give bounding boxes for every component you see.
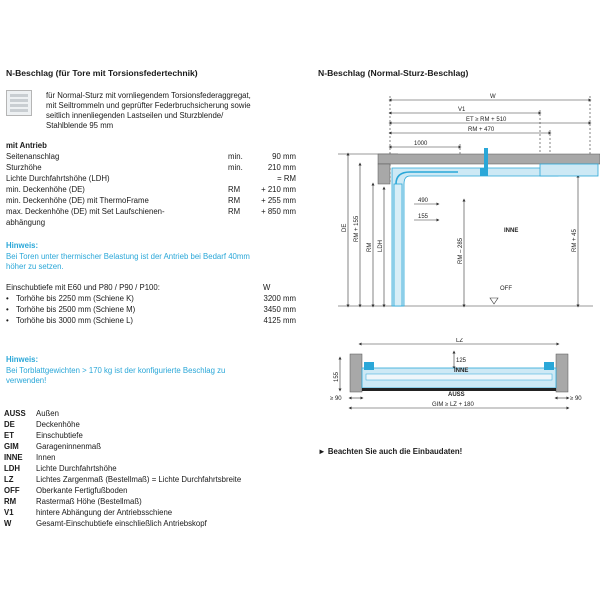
drum-left (364, 362, 374, 370)
spec-row: Seitenanschlag min. 90 mm (6, 152, 296, 161)
hint-text: Bei Torblattgewichten > 170 kg ist der konfigurierte Beschlag zu verwenden! (6, 366, 226, 385)
torsion-shaft (484, 148, 488, 170)
spec-row: Sturzhöhe min. 210 mm (6, 163, 296, 172)
label-ge90-right: ≥ 90 (570, 396, 582, 402)
label-inne: INNE (504, 228, 519, 234)
spec-row: min. Deckenhöhe (DE) mit ThermoFrame RM + 255 mm (6, 196, 296, 205)
label-w: W (490, 94, 496, 100)
label-rm470: RM + 470 (468, 127, 495, 133)
door-icon (6, 90, 32, 116)
wall-left (350, 354, 362, 392)
floor-symbol (490, 298, 498, 304)
intro-text: für Normal-Sturz mit vornliegendem Torsionsfederaggregat, mit Seiltrommeln und geprüfter Federbruchsicherung sowie seitlich innenliegenden Lastseilen und Sturzblende/ Stahlblende 95 mm (46, 91, 251, 130)
einschub-row: • Torhöhe bis 3000 mm (Schiene L) 4125 mm (6, 316, 296, 325)
label-v1: V1 (458, 107, 466, 113)
einschub-header: Einschubtiefe mit E60 und P80 / P90 / P100: W (6, 283, 271, 292)
einschub-row: • Torhöhe bis 2250 mm (Schiene K) 3200 mm (6, 294, 296, 303)
label-1000: 1000 (414, 141, 428, 147)
installation-note: ► Beachten Sie auch die Einbaudaten! (318, 447, 463, 456)
antrieb-heading: mit Antrieb (6, 141, 47, 150)
label-490: 490 (418, 198, 429, 204)
spec-row: max. Deckenhöhe (DE) mit Set Laufschienen- RM + 850 mm (6, 207, 296, 216)
label-et: ET ≥ RM + 510 (466, 117, 507, 123)
top-view-drawing (328, 338, 590, 414)
section-title: N-Beschlag (für Tore mit Torsionsfedertechnik) (6, 68, 198, 78)
label-rm: RM (367, 242, 373, 252)
label-ge90-left: ≥ 90 (330, 396, 342, 402)
label-de: DE (342, 223, 348, 232)
label-rm155: RM + 155 (354, 215, 360, 242)
lintel-block (378, 164, 390, 184)
door-edge (362, 388, 556, 391)
spec-row: min. Deckenhöhe (DE) RM + 210 mm (6, 185, 296, 194)
label-rm45: RM + 45 (572, 229, 578, 252)
label-125: 125 (456, 358, 467, 364)
section-title: N-Beschlag (Normal-Sturz-Beschlag) (318, 68, 469, 78)
drum-right (544, 362, 554, 370)
label-lz: LZ (456, 338, 464, 344)
rail-track (392, 168, 558, 306)
einschub-row: • Torhöhe bis 2500 mm (Schiene M) 3450 mm (6, 305, 296, 314)
spec-row: abhängung (6, 218, 46, 227)
wall-right (556, 354, 568, 392)
ceiling-block (378, 154, 600, 164)
hint-text: Bei Toren unter thermischer Belastung ist der Antrieb bei Bedarf 40mm höher zu setzen. (6, 252, 250, 271)
operator-head (540, 164, 598, 176)
label-off: OFF (500, 286, 512, 292)
label-ldh: LDH (378, 239, 384, 252)
door-panel (394, 184, 402, 306)
label-inne-top: INNE (454, 368, 469, 374)
label-155: 155 (418, 214, 429, 220)
label-gim: GIM ≥ LZ + 180 (432, 402, 474, 408)
hint-title: Hinweis: (6, 241, 39, 250)
side-view-drawing (318, 92, 600, 314)
spec-row: Lichte Durchfahrtshöhe (LDH) = RM (6, 174, 296, 183)
label-auss: AUSS (448, 392, 465, 398)
label-rm285: RM – 285 (458, 237, 464, 264)
label-155-top: 155 (334, 371, 340, 382)
hint-title: Hinweis: (6, 355, 39, 364)
